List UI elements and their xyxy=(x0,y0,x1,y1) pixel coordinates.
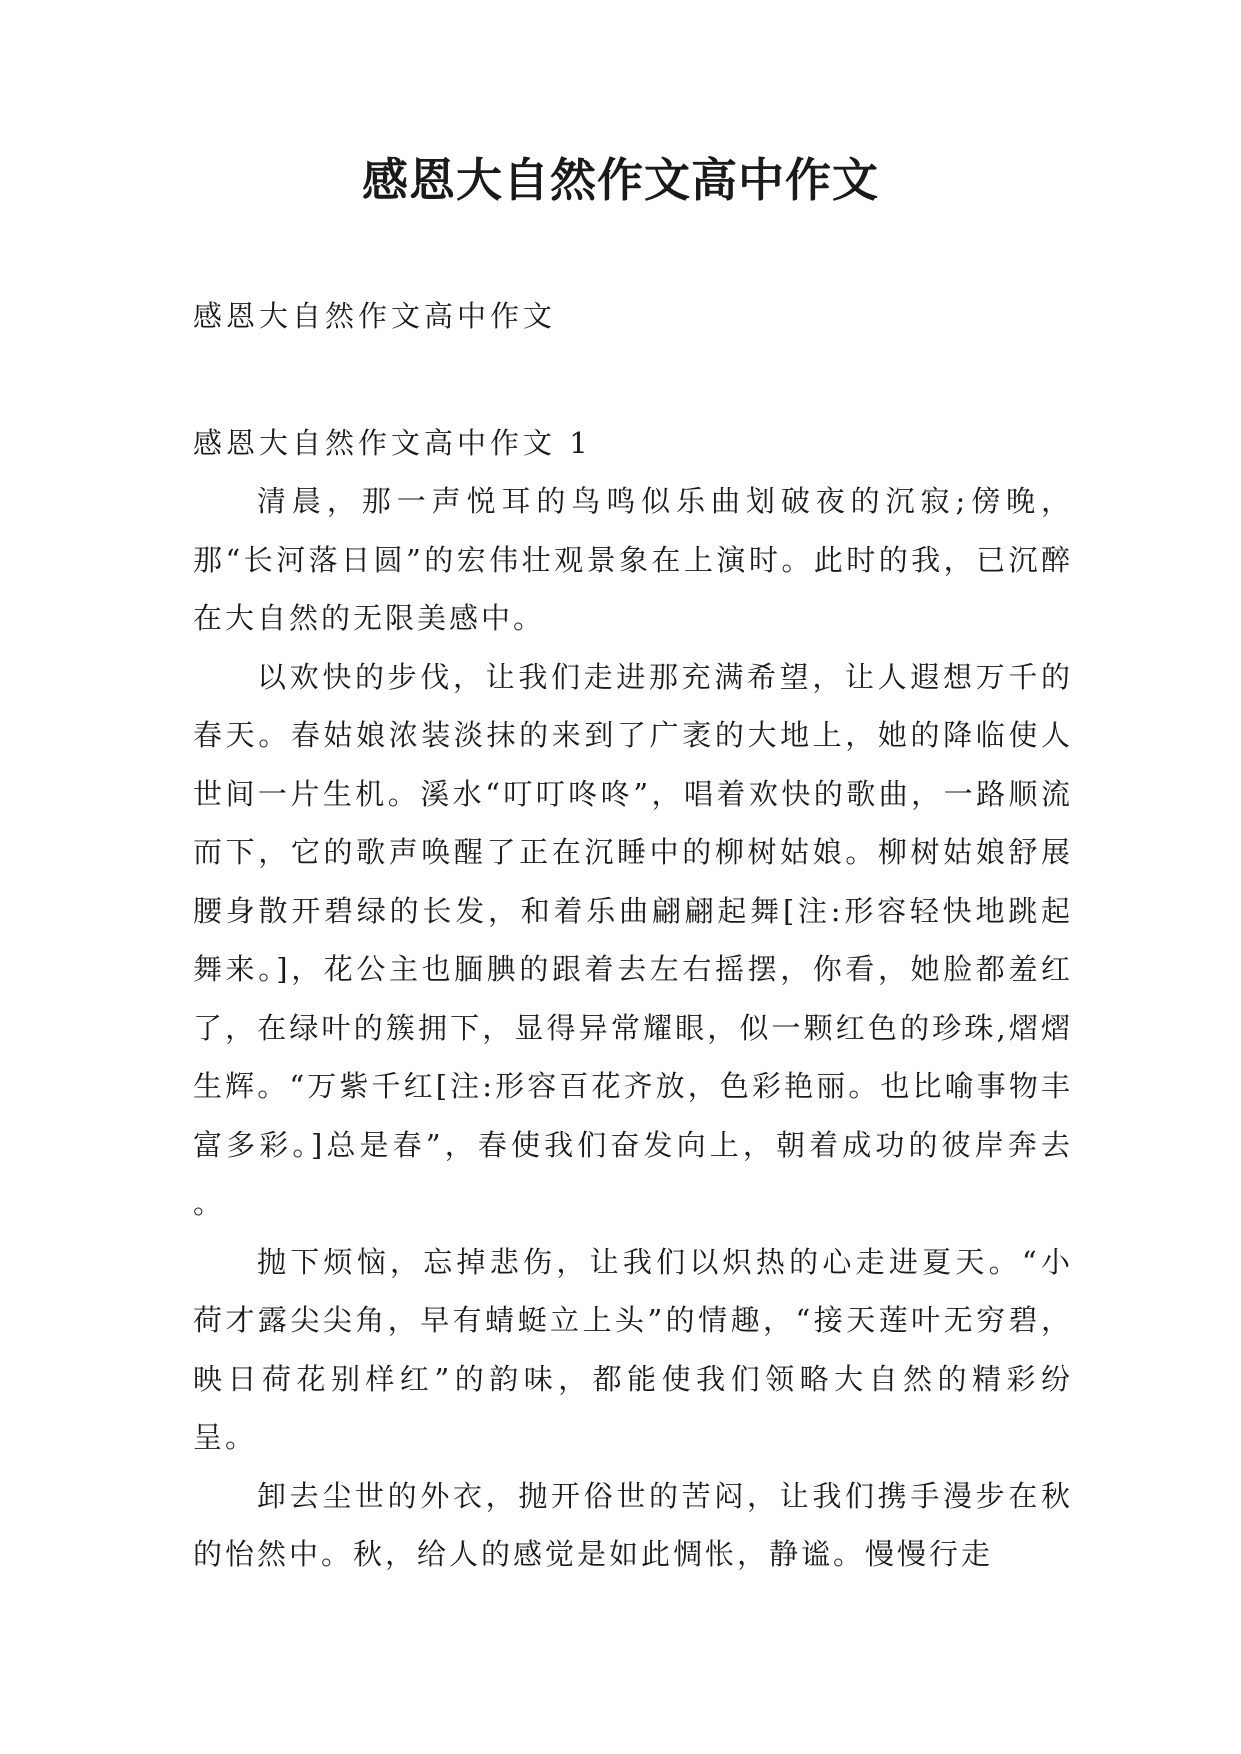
section-heading: 感恩大自然作文高中作文 1 xyxy=(193,426,592,460)
document-body xyxy=(193,414,1073,1584)
paragraph-1: 清晨，那一声悦耳的鸟鸣似乐曲划破夜的沉寂;傍晚，那“长河落日圆”的宏伟壮观景象在上演时。此时的我，已沉醉在大自然的无限美感中。 xyxy=(193,484,1073,635)
paragraph-4: 卸去尘世的外衣，抛开俗世的苦闷，让我们携手漫步在秋的怡然中。秋，给人的感觉是如此惆怅，静谧。慢慢行走 xyxy=(193,1478,1073,1571)
paragraph-3: 抛下烦恼，忘掉悲伤，让我们以炽热的心走进夏天。“小荷才露尖尖角，早有蜻蜓立上头”的情趣，“接天莲叶无穷碧，映日荷花别样红”的韵味，都能使我们领略大自然的精彩纷呈。 xyxy=(193,1244,1073,1454)
paragraph-2: 以欢快的步伐，让我们走进那充满希望，让人遐想万千的春天。春姑娘浓装淡抹的来到了广袤的大地上，她的降临使人世间一片生机。溪水“叮叮咚咚”，唱着欢快的歌曲，一路顺流而下，它的歌声唤醒了正在沉睡中的柳树姑娘。柳树姑娘舒展腰身散开碧绿的长发，和着乐曲翩翩起舞[注:形容轻快地跳起舞来。]，花公主也腼腆的跟着去左右摇摆，你看，她脸都羞红了，在绿叶的簇拥下，显得异常耀眼，似一颗红色的珍珠,熠熠生辉。“万紫千红[注:形容百花齐放，色彩艳丽。也比喻事物丰富多彩。]总是春”，春使我们奋发向上，朝着成功的彼岸奔去 。 xyxy=(193,659,1073,1220)
document-subtitle: 感恩大自然作文高中作文 xyxy=(193,299,557,333)
document-title: 感恩大自然作文高中作文 xyxy=(362,153,879,207)
